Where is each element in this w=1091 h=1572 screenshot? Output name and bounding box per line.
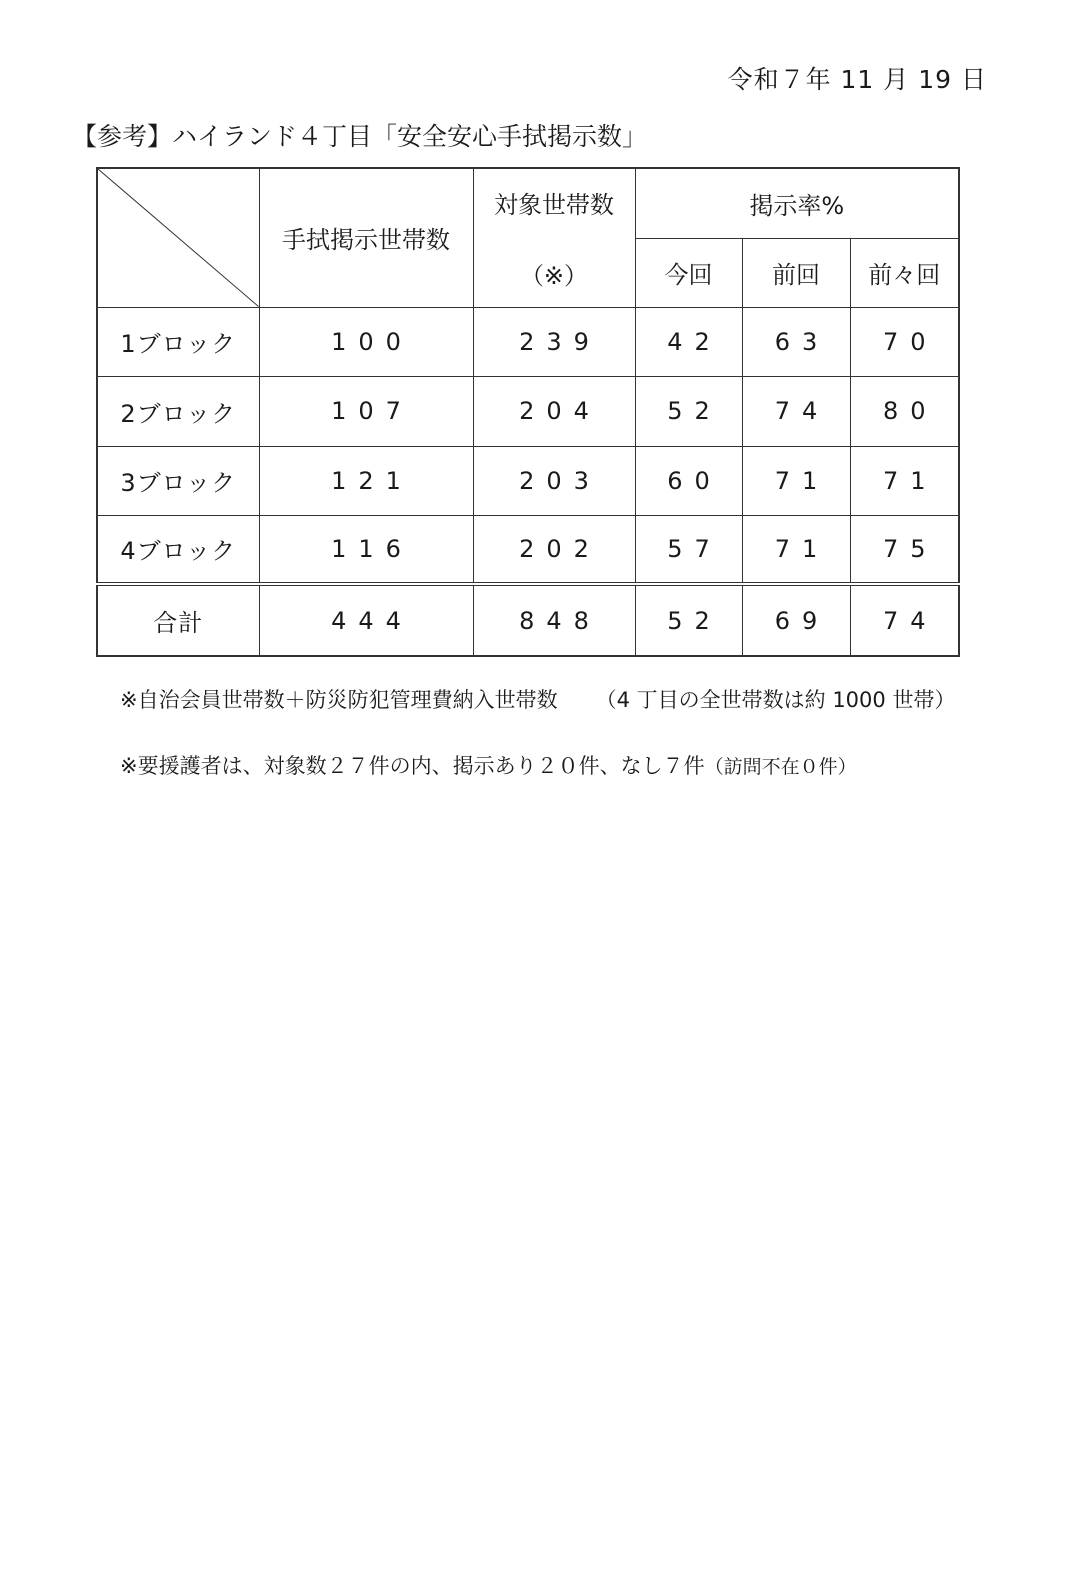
cell-rate-current: 42 — [635, 307, 742, 376]
cell-rate-previous: 71 — [742, 446, 850, 515]
cell-rate-before-previous: 71 — [850, 446, 959, 515]
footnote-target-definition — [120, 684, 955, 714]
table-row — [97, 307, 959, 376]
cell-rate-previous: 63 — [742, 307, 850, 376]
signage-table — [96, 167, 960, 657]
total-label: 合計 — [97, 584, 259, 656]
cell-rate-previous: 74 — [742, 376, 850, 446]
diagonal-line — [98, 169, 259, 307]
cell-target: 239 — [473, 307, 635, 376]
cell-displayed: 116 — [259, 515, 473, 584]
cell-rate-current: 52 — [635, 376, 742, 446]
row-label: 2ブロック — [97, 376, 259, 446]
header-rate-previous: 前回 — [742, 238, 850, 307]
header-rate-before-previous: 前々回 — [850, 238, 959, 307]
table-row — [97, 376, 959, 446]
footnote-2-main: ※要援護者は、対象数２７件の内、掲示あり２０件、なし７件 — [120, 754, 705, 778]
table-row — [97, 515, 959, 584]
footnote-1-main: ※自治会員世帯数＋防災防犯管理費納入世帯数 — [120, 688, 558, 712]
total-displayed: 444 — [259, 584, 473, 656]
total-rate-previous: 69 — [742, 584, 850, 656]
footnote-support-recipients — [120, 750, 857, 780]
total-row — [97, 584, 959, 656]
header-rate-current: 今回 — [635, 238, 742, 307]
table-row — [97, 446, 959, 515]
header-displayed-households: 手拭掲示世帯数 — [259, 168, 473, 307]
cell-target: 203 — [473, 446, 635, 515]
total-rate-current: 52 — [635, 584, 742, 656]
cell-rate-before-previous: 80 — [850, 376, 959, 446]
footnote-2-paren: （訪問不在０件） — [704, 756, 857, 778]
total-rate-before-previous: 74 — [850, 584, 959, 656]
header-target-households — [473, 168, 635, 307]
cell-rate-before-previous: 75 — [850, 515, 959, 584]
cell-target: 204 — [473, 376, 635, 446]
row-label: 4ブロック — [97, 515, 259, 584]
document-date: 令和７年 11 月 19 日 — [727, 65, 987, 94]
cell-rate-current: 60 — [635, 446, 742, 515]
row-label: 3ブロック — [97, 446, 259, 515]
cell-target: 202 — [473, 515, 635, 584]
cell-rate-previous: 71 — [742, 515, 850, 584]
total-target: 848 — [473, 584, 635, 656]
row-label: 1ブロック — [97, 307, 259, 376]
header-row-1 — [97, 168, 959, 238]
cell-rate-before-previous: 70 — [850, 307, 959, 376]
header-target-line2: （※） — [519, 261, 589, 290]
cell-rate-current: 57 — [635, 515, 742, 584]
cell-displayed: 107 — [259, 376, 473, 446]
header-rate-group: 掲示率% — [635, 168, 959, 238]
header-target-line1: 対象世帯数 — [494, 190, 614, 219]
cell-displayed: 100 — [259, 307, 473, 376]
cell-displayed: 121 — [259, 446, 473, 515]
corner-cell — [97, 168, 259, 307]
document-title: 【参考】ハイランド４丁目「安全安心手拭掲示数」 — [72, 122, 648, 151]
footnote-1-paren: （4 丁目の全世帯数は約 1000 世帯） — [595, 688, 956, 712]
